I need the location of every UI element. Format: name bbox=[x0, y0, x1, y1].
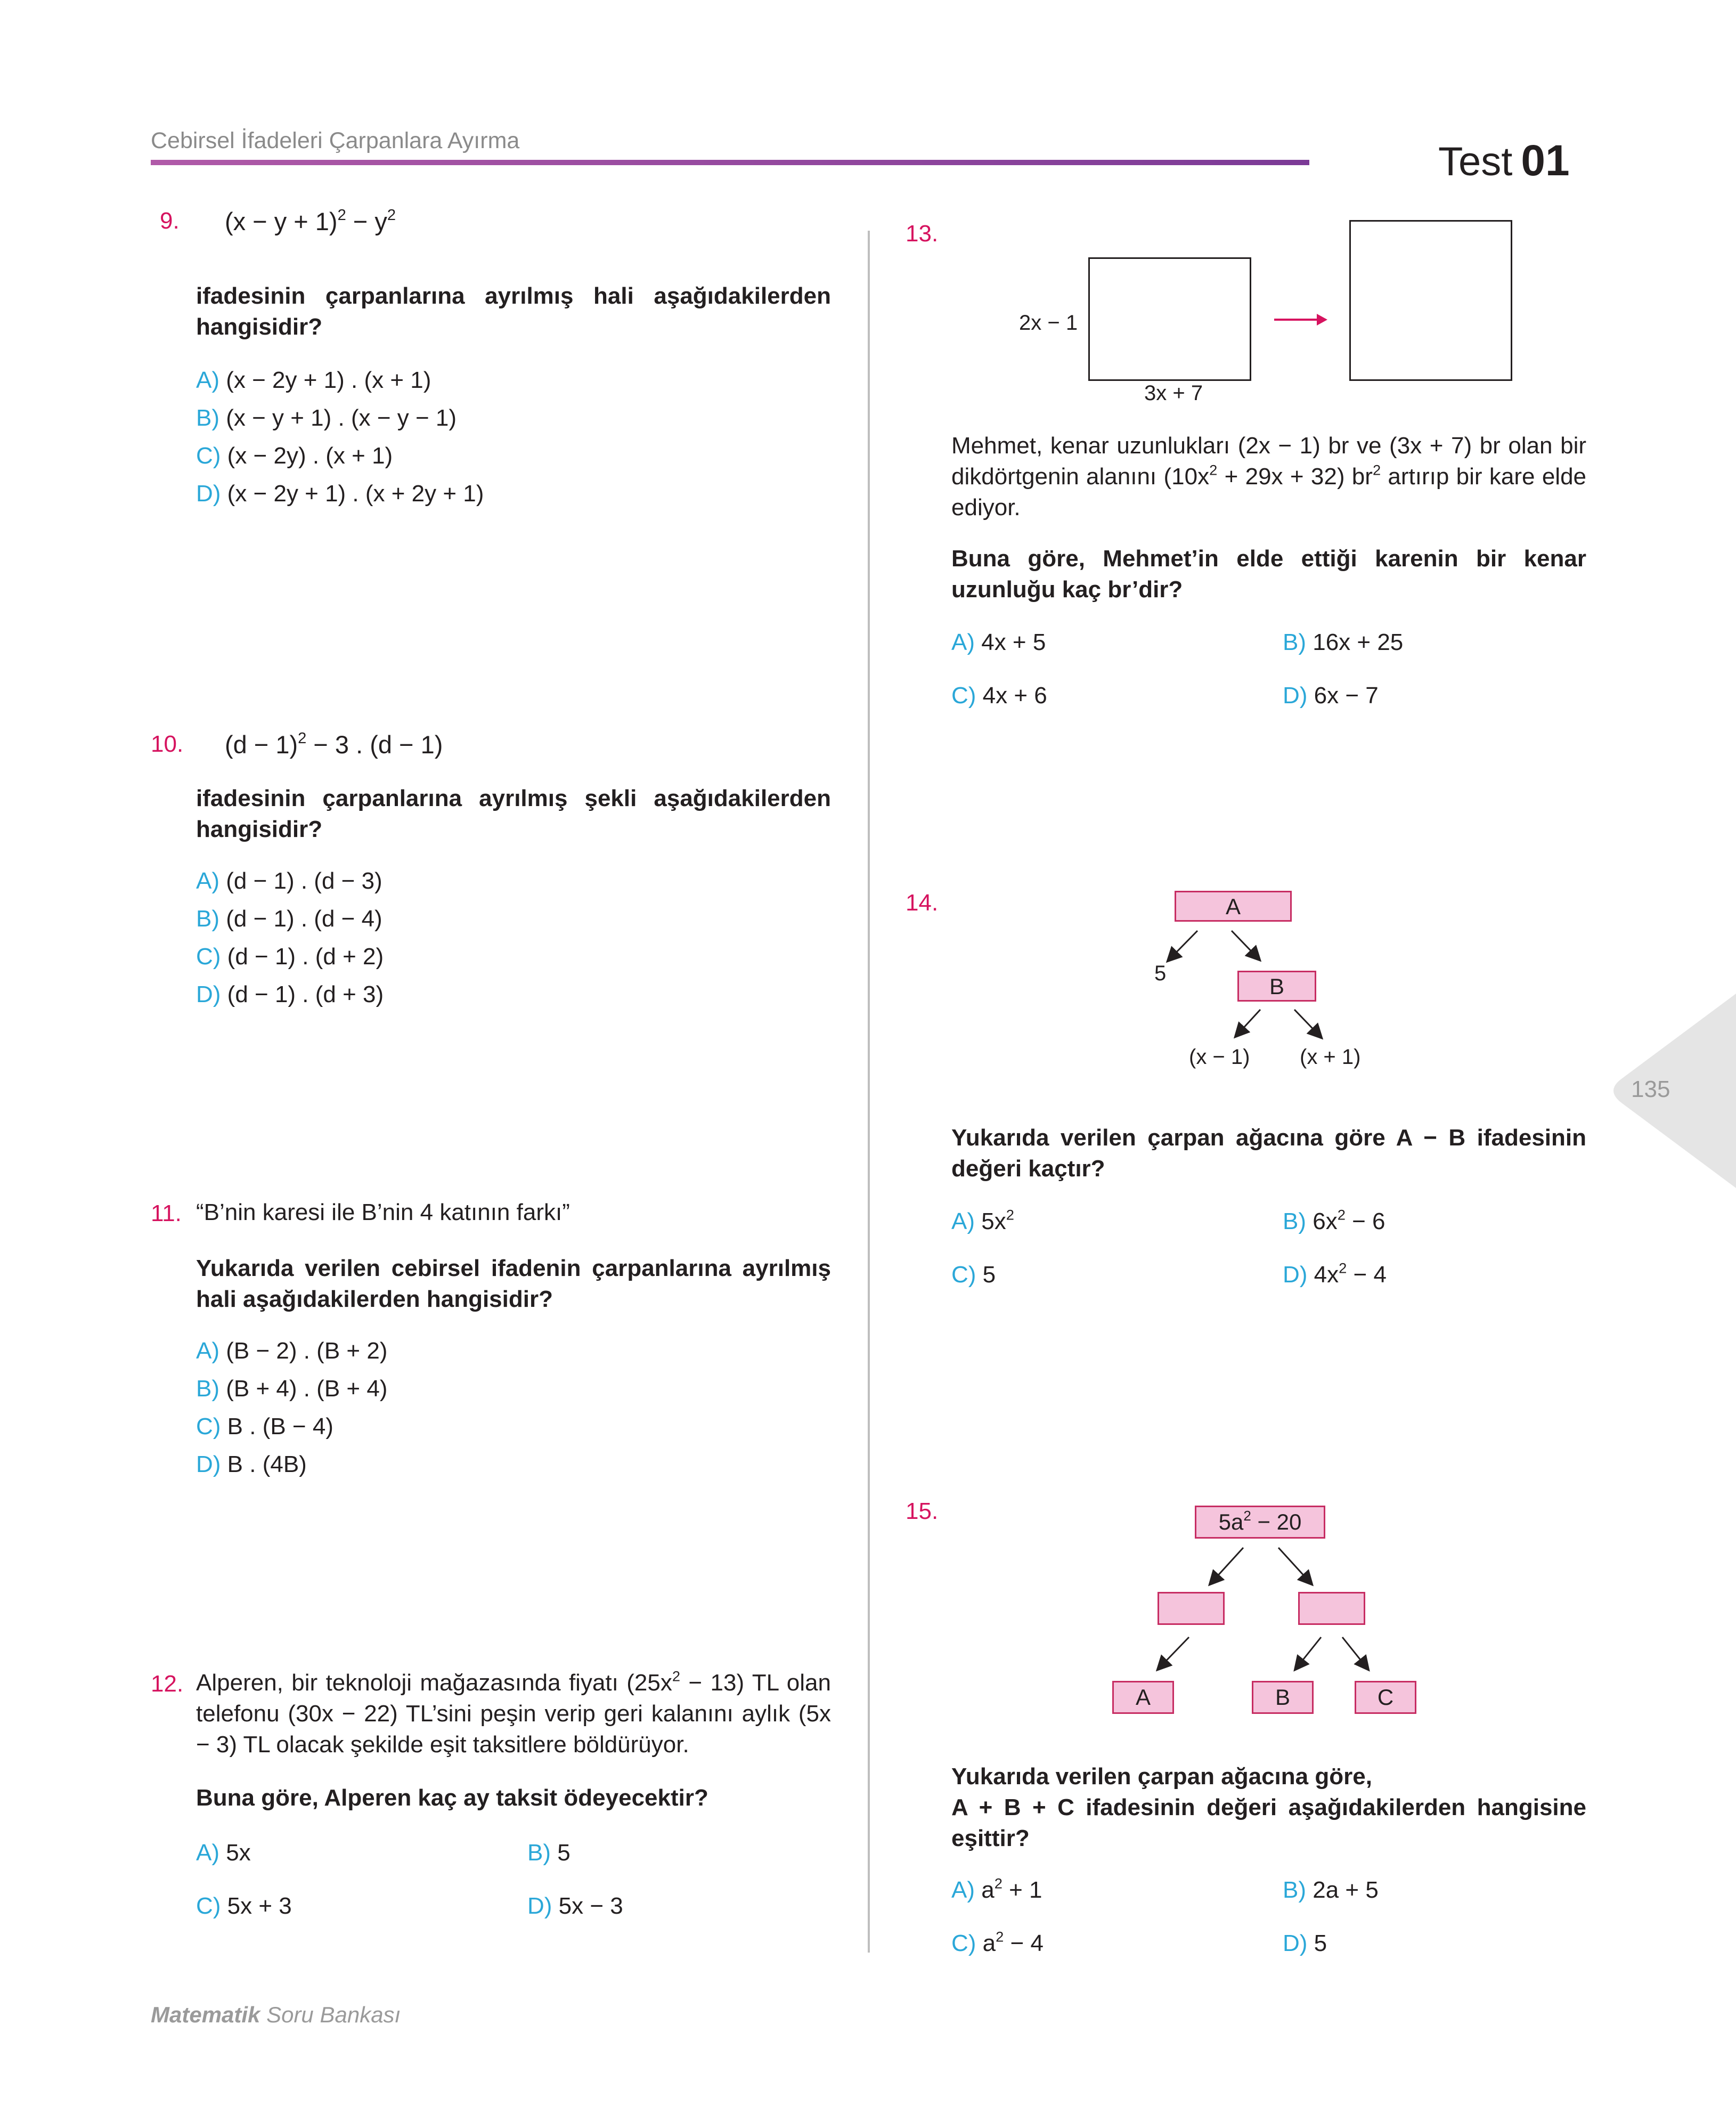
q14-option-c[interactable]: C) 5 bbox=[951, 1262, 996, 1288]
q15-option-d[interactable]: D) 5 bbox=[1283, 1930, 1327, 1956]
q12-option-c[interactable]: C) 5x + 3 bbox=[196, 1893, 292, 1919]
tree-node-c: C bbox=[1355, 1681, 1416, 1714]
q9-option-c[interactable]: C) (x − 2y) . (x + 1) bbox=[196, 443, 393, 469]
header-divider bbox=[151, 160, 1309, 165]
q11-option-b[interactable]: B) (B + 4) . (B + 4) bbox=[196, 1376, 388, 1402]
q14-option-b[interactable]: B) $6x^2 - 6$ bbox=[1283, 1206, 1385, 1234]
q10-option-a[interactable]: A) (d − 1) . (d − 3) bbox=[196, 868, 382, 894]
page-tab-shape bbox=[1605, 994, 1736, 1188]
q11-stem: Yukarıda verilen cebirsel ifadenin çarpanlarına ayrılmış hali aşağıdakilerden hangisidir? bbox=[196, 1255, 831, 1312]
q13-option-a[interactable]: A) 4x + 5 bbox=[951, 629, 1046, 655]
test-number: 01 bbox=[1521, 136, 1570, 185]
q10-number: 10. bbox=[151, 731, 184, 757]
right-arrow-icon bbox=[1272, 309, 1331, 330]
rectangle-figure bbox=[1088, 257, 1251, 381]
q15-option-c[interactable]: C) $a^2 - 4$ bbox=[951, 1928, 1044, 1956]
q9-number: 9. bbox=[160, 208, 180, 234]
square-figure bbox=[1349, 220, 1512, 381]
q13-option-c[interactable]: C) 4x + 6 bbox=[951, 682, 1047, 709]
tree-node-b: B bbox=[1237, 971, 1316, 1002]
page-number: 135 bbox=[1631, 1076, 1670, 1102]
tree-root: $5a^2 - 20$ bbox=[1195, 1506, 1325, 1539]
q12-option-a[interactable]: A) 5x bbox=[196, 1840, 251, 1866]
q9-stem: ifadesinin çarpanlarına ayrılmış hali aşağıdakilerden hangisidir? bbox=[196, 283, 831, 340]
q14-option-a[interactable]: A) $5x^2$ bbox=[951, 1206, 1014, 1234]
q12-text: Alperen, bir teknoloji mağazasında fiyatı $(25x^2 - 13)$ TL olan telefonu (30x − 22) TL’sini peşin verip geri kalanını aylık (5x − 3) TL olacak şekilde eşit taksitlere böldürüyor. bbox=[196, 1668, 831, 1758]
q11-option-a[interactable]: A) (B − 2) . (B + 2) bbox=[196, 1338, 388, 1364]
q10-option-b[interactable]: B) (d − 1) . (d − 4) bbox=[196, 906, 382, 932]
q9-expression: $(x - y + 1)^2 - y^2$ bbox=[225, 207, 396, 235]
q12-option-b[interactable]: B) 5 bbox=[527, 1840, 570, 1866]
tree-node-b: B bbox=[1252, 1681, 1314, 1714]
q15-stem: Yukarıda verilen çarpan ağacına göre, A + B + C ifadesinin değeri aşağıdakilerden hangisine eşittir? bbox=[951, 1763, 1586, 1851]
tree-node-a: A bbox=[1112, 1681, 1174, 1714]
q13-stem: Buna göre, Mehmet’in elde ettiği karenin bir kenar uzunluğu kaç br’dir? bbox=[951, 546, 1586, 603]
tree-arrows-q15 bbox=[1140, 1542, 1374, 1692]
q12-stem: Buna göre, Alperen kaç ay taksit ödeyecektir? bbox=[196, 1785, 708, 1811]
q13-option-b[interactable]: B) 16x + 25 bbox=[1283, 629, 1404, 655]
q9-options bbox=[196, 361, 484, 513]
q14-stem: Yukarıda verilen çarpan ağacına göre A − B ifadesinin değeri kaçtır? bbox=[951, 1125, 1586, 1182]
q10-expression: $(d - 1)^2 - 3$ . (d − 1) bbox=[225, 730, 443, 759]
rectangle-bottom-label: 3x + 7 bbox=[1144, 381, 1203, 405]
q11-options bbox=[196, 1332, 387, 1483]
q15-number: 15. bbox=[906, 1498, 939, 1524]
tree-leaf-x-plus-1: (x + 1) bbox=[1300, 1045, 1361, 1069]
q12-option-d[interactable]: D) 5x − 3 bbox=[527, 1893, 623, 1919]
column-divider bbox=[868, 231, 870, 1953]
tree-node-a: A bbox=[1175, 891, 1292, 922]
q13-number: 13. bbox=[906, 221, 939, 247]
tree-leaf-5: 5 bbox=[1154, 962, 1167, 985]
q11-option-d[interactable]: D) B . (4B) bbox=[196, 1451, 307, 1477]
q14-number: 14. bbox=[906, 890, 939, 916]
chapter-title: Cebirsel İfadeleri Çarpanlara Ayırma bbox=[151, 128, 520, 153]
q14-option-d[interactable]: D) $4x^2 - 4$ bbox=[1283, 1259, 1387, 1288]
q13-option-d[interactable]: D) 6x − 7 bbox=[1283, 682, 1379, 709]
q10-stem: ifadesinin çarpanlarına ayrılmış şekli aşağıdakilerden hangisidir? bbox=[196, 785, 831, 842]
q10-option-c[interactable]: C) (d − 1) . (d + 2) bbox=[196, 944, 384, 970]
q10-option-d[interactable]: D) (d − 1) . (d + 3) bbox=[196, 981, 384, 1007]
test-label: Test 01 bbox=[1438, 136, 1570, 185]
q12-number: 12. bbox=[151, 1671, 184, 1697]
q13-text: Mehmet, kenar uzunlukları (2x − 1) br ve (3x + 7) br olan bir dikdörtgenin alanını $(10x^2 + 29x + 32)$ $br^2$ artırıp bir kare elde ediyor. bbox=[951, 433, 1587, 521]
q10-options bbox=[196, 862, 384, 1013]
q15-option-a[interactable]: A) $a^2 + 1$ bbox=[951, 1875, 1042, 1903]
q11-quote: “B’nin karesi ile B’nin 4 katının farkı” bbox=[196, 1199, 570, 1225]
q9-option-d[interactable]: D) (x − 2y + 1) . (x + 2y + 1) bbox=[196, 481, 484, 507]
q11-option-c[interactable]: C) B . (B − 4) bbox=[196, 1413, 333, 1440]
rectangle-side-label: 2x − 1 bbox=[1019, 311, 1078, 335]
q11-number: 11. bbox=[151, 1200, 182, 1226]
q9-option-b[interactable]: B) (x − y + 1) . (x − y − 1) bbox=[196, 405, 457, 431]
q15-option-b[interactable]: B) 2a + 5 bbox=[1283, 1877, 1379, 1903]
tree-leaf-x-minus-1: (x − 1) bbox=[1189, 1045, 1250, 1069]
q9-option-a[interactable]: A) (x − 2y + 1) . (x + 1) bbox=[196, 367, 431, 393]
footer-book-title: Matematik Soru Bankası bbox=[151, 2002, 401, 2027]
